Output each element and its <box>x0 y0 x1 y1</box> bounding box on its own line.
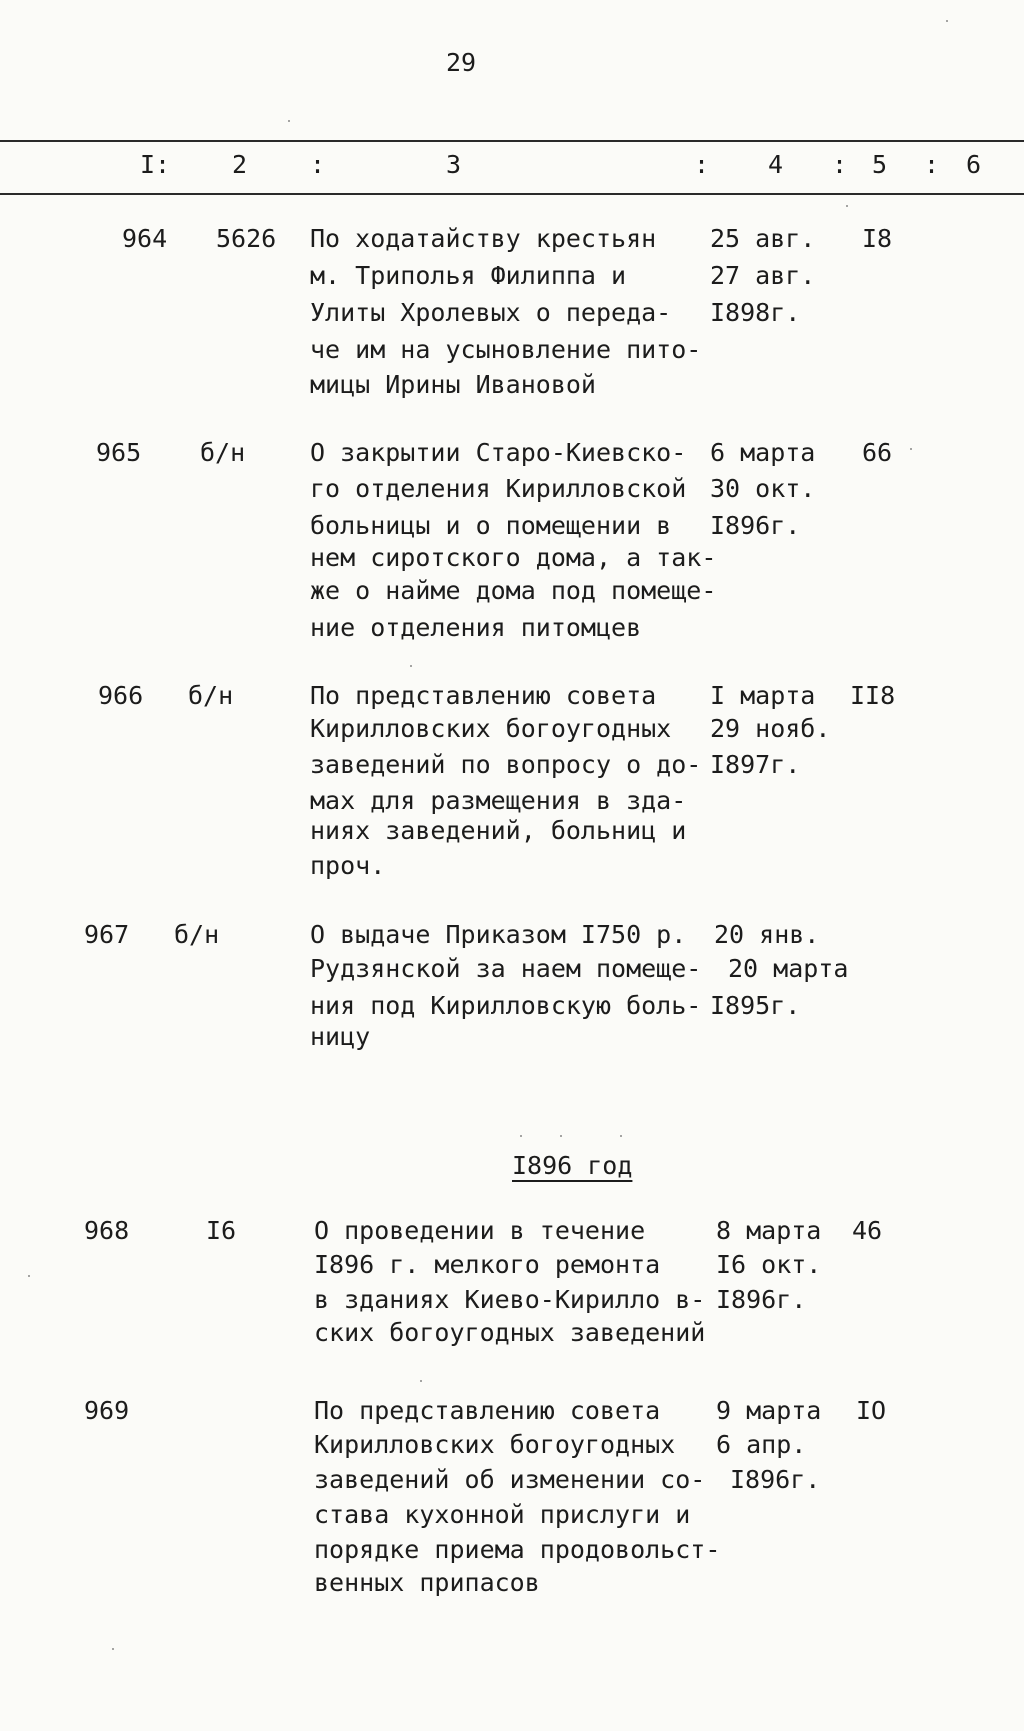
record-title-line: заведений об изменении со- <box>314 1465 706 1494</box>
record-title-line: проч. <box>310 851 386 880</box>
record-title-line: порядке приема продовольст- <box>314 1535 721 1564</box>
record-number: 968 <box>84 1216 130 1245</box>
record-number: 967 <box>84 920 130 949</box>
record-date-line: 27 авг. <box>710 261 816 290</box>
record-title-line: Кирилловских богоугодных <box>314 1430 676 1459</box>
record-title-line: больницы и о помещении в <box>310 511 672 540</box>
scan-speck <box>560 1135 562 1137</box>
record-date-line: I897г. <box>710 750 801 779</box>
record-title-line: ния под Кирилловскую боль- <box>310 991 702 1020</box>
record-sheet-count: 66 <box>862 438 893 467</box>
record-title-line: става кухонной прислуги и <box>314 1500 691 1529</box>
col-separator: : <box>924 150 940 179</box>
record-number: 969 <box>84 1396 130 1425</box>
record-date-line: I895г. <box>710 991 801 1020</box>
scan-speck <box>112 1648 114 1650</box>
record-title-line: Улиты Хролевых о переда- <box>310 298 672 327</box>
record-title-line: заведений по вопросу о до- <box>310 750 702 779</box>
col-header-3: 3 <box>446 150 462 179</box>
record-title-line: в зданиях Киево-Кирилло в- <box>314 1285 706 1314</box>
record-date-line: I898г. <box>710 298 801 327</box>
scan-speck <box>946 20 948 22</box>
record-title-line: ниях заведений, больниц и <box>310 816 687 845</box>
record-title-line: м. Триполья Филиппа и <box>310 261 627 290</box>
record-title-line: По представлению совета <box>310 681 657 710</box>
record-title-line: мах для размещения в зда- <box>310 786 687 815</box>
record-date-line: I896г. <box>730 1465 821 1494</box>
record-reference: б/н <box>200 438 246 467</box>
record-title-line: Кирилловских богоугодных <box>310 714 672 743</box>
col-header-5: 5 <box>872 150 888 179</box>
record-sheet-count: I8 <box>862 224 893 253</box>
record-date-line: I896г. <box>716 1285 807 1314</box>
record-title-line: О выдаче Приказом I750 р. <box>310 920 687 949</box>
header-top-rule <box>0 140 1024 142</box>
record-date-line: 6 марта <box>710 438 816 467</box>
scan-speck <box>520 1135 522 1137</box>
record-title-line: го отделения Кирилловской <box>310 474 687 503</box>
record-date-line: I марта <box>710 681 816 710</box>
col-separator: : <box>310 150 326 179</box>
record-sheet-count: II8 <box>850 681 896 710</box>
scan-speck <box>410 665 412 667</box>
scan-speck <box>28 1275 30 1277</box>
record-title-line: О закрытии Старо-Киевско- <box>310 438 687 467</box>
col-separator: : <box>694 150 710 179</box>
col-separator: : <box>832 150 848 179</box>
record-reference: б/н <box>174 920 220 949</box>
record-reference: I6 <box>206 1216 237 1245</box>
record-date-line: 30 окт. <box>710 474 816 503</box>
scan-speck <box>288 120 290 122</box>
record-number: 965 <box>96 438 142 467</box>
record-title-line: че им на усыновление пито- <box>310 335 702 364</box>
record-date-line: 29 нояб. <box>710 714 831 743</box>
record-title-line: нем сиротского дома, а так- <box>310 543 717 572</box>
scan-speck <box>420 1380 422 1382</box>
record-number: 964 <box>122 224 168 253</box>
record-date-line: 9 марта <box>716 1396 822 1425</box>
record-title-line: венных припасов <box>314 1568 540 1597</box>
record-title-line: I896 г. мелкого ремонта <box>314 1250 661 1279</box>
col-header-1: I: <box>140 150 171 179</box>
record-title-line: ние отделения питомцев <box>310 613 642 642</box>
record-title-line: Рудзянской за наем помеще- <box>310 954 702 983</box>
col-header-6: 6 <box>966 150 982 179</box>
scan-speck <box>910 448 912 450</box>
record-date-line: 25 авг. <box>710 224 816 253</box>
page-number: 29 <box>446 48 477 77</box>
scan-speck <box>846 205 848 207</box>
record-reference: б/н <box>188 681 234 710</box>
record-title-line: По представлению совета <box>314 1396 661 1425</box>
record-title-line: ских богоугодных заведений <box>314 1318 706 1347</box>
record-title-line: ницу <box>310 1022 371 1051</box>
record-date-line: I6 окт. <box>716 1250 822 1279</box>
record-date-line: 6 апр. <box>716 1430 807 1459</box>
record-title-line: мицы Ирины Ивановой <box>310 370 596 399</box>
record-sheet-count: IO <box>856 1396 887 1425</box>
record-number: 966 <box>98 681 144 710</box>
record-title-line: О проведении в течение <box>314 1216 646 1245</box>
header-bottom-rule <box>0 193 1024 195</box>
scan-speck <box>620 1135 622 1137</box>
record-sheet-count: 46 <box>852 1216 883 1245</box>
record-date-line: I896г. <box>710 511 801 540</box>
col-header-4: 4 <box>768 150 784 179</box>
record-reference: 5626 <box>216 224 277 253</box>
record-date-line: 8 марта <box>716 1216 822 1245</box>
record-date-line: 20 янв. <box>714 920 820 949</box>
col-header-2: 2 <box>232 150 248 179</box>
record-title-line: По ходатайству крестьян <box>310 224 657 253</box>
section-heading-year: I896 год <box>512 1151 633 1180</box>
record-title-line: же о найме дома под помеще- <box>310 576 717 605</box>
record-date-line: 20 марта <box>728 954 849 983</box>
